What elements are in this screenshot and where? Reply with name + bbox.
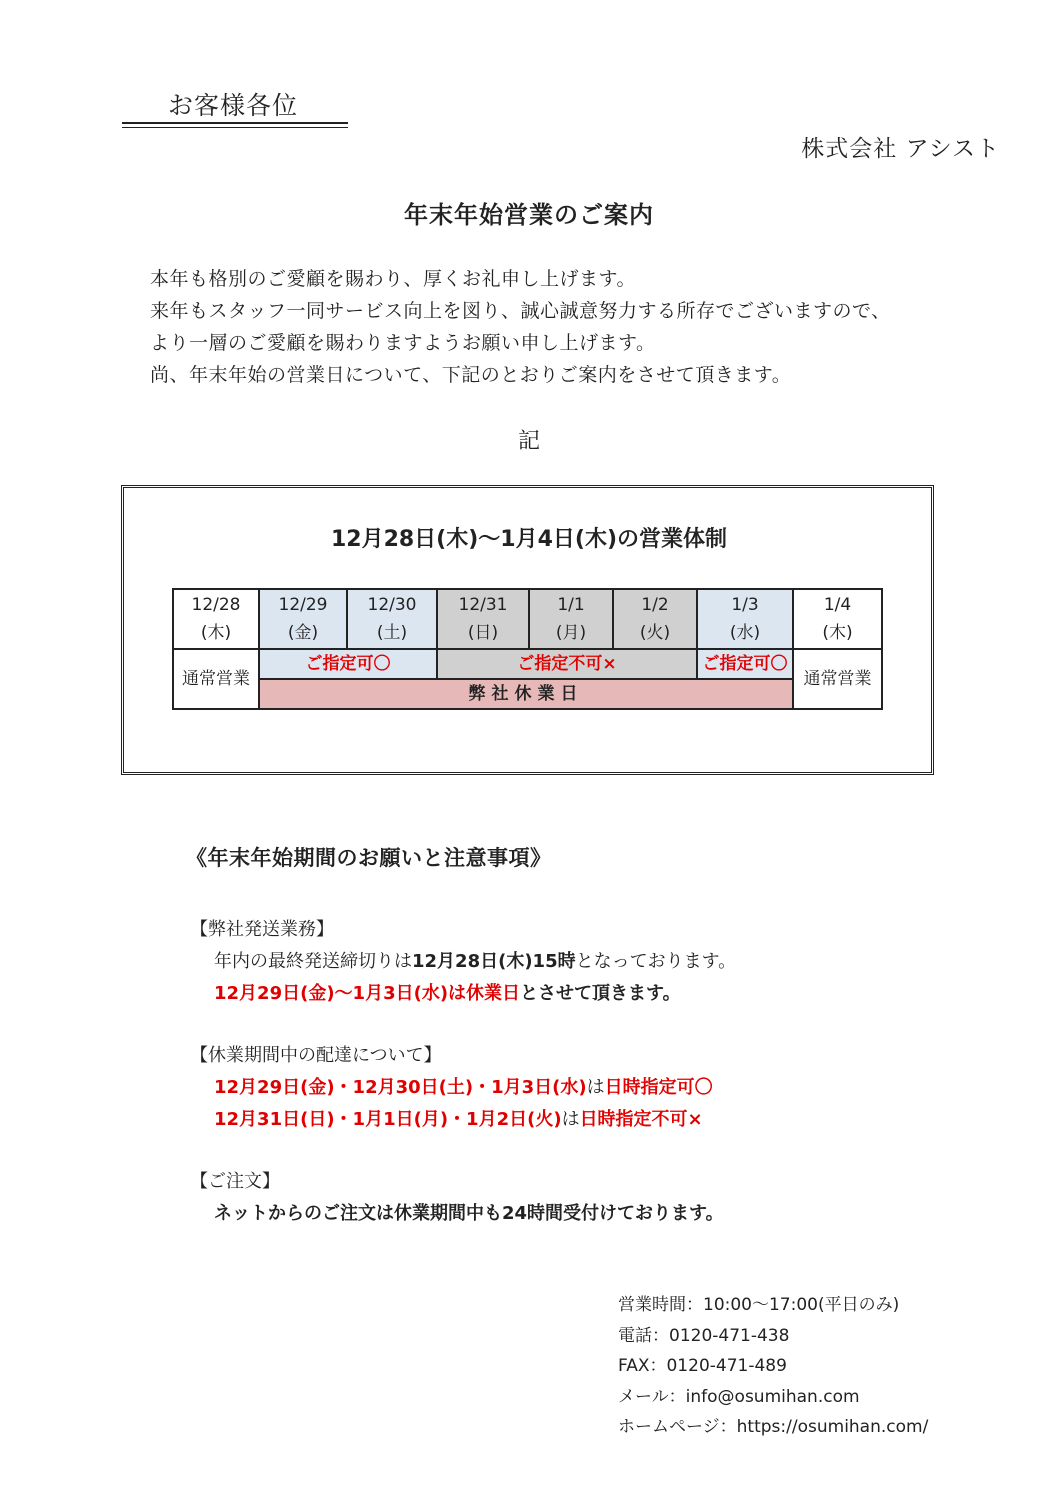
date-cell	[173, 589, 259, 649]
page-title: 年末年始営業のご案内	[404, 201, 654, 229]
delivery-available-cell: ご指定可〇	[697, 649, 793, 679]
schedule-table	[172, 588, 883, 710]
homepage-url: ホームページ：https://osumihan.com/	[618, 1417, 929, 1437]
delivery-section	[190, 1040, 713, 1136]
company-name: 株式会社 アシスト	[801, 136, 1000, 162]
addressee-underline-thin	[122, 127, 348, 128]
schedule-title: 12月28日(木)～1月4日(木)の営業体制	[330, 527, 728, 552]
normal-business-cell: 通常営業	[173, 649, 259, 709]
delivery-text: は	[586, 1077, 605, 1098]
delivery-unavailable-cell: ご指定不可×	[437, 649, 697, 679]
delivery-text: は	[561, 1109, 580, 1130]
date-cell	[793, 589, 882, 649]
greeting-line: より一層のご愛顧を賜わりますようお願い申し上げます。	[150, 332, 656, 354]
shipping-text: となっております。	[575, 951, 737, 972]
date-cell	[347, 589, 437, 649]
date: 12/29	[278, 595, 328, 615]
weekday: (月)	[555, 623, 587, 643]
email-address: メール：info@osumihan.com	[618, 1386, 860, 1407]
normal-business-cell: 通常営業	[793, 649, 882, 709]
weekday: (日)	[467, 623, 499, 643]
delivery-available-cell: ご指定可〇	[259, 649, 437, 679]
weekday: (木)	[822, 623, 853, 643]
date-cell	[697, 589, 793, 649]
date: 1/4	[823, 595, 852, 615]
weekday: (水)	[729, 623, 761, 643]
phone-number: 電話：0120-471-438	[618, 1325, 790, 1346]
delivery-line	[190, 1104, 713, 1136]
weekday: (木)	[200, 623, 232, 643]
greeting-line: 本年も格別のご愛顧を賜わり、厚くお礼申し上げます。	[150, 268, 636, 290]
weekday: (金)	[287, 623, 319, 643]
shipping-text: 年内の最終発送締切りは	[214, 951, 412, 972]
date-cell	[613, 589, 697, 649]
date: 1/2	[641, 595, 669, 615]
shipping-section	[190, 914, 736, 1010]
shipping-line	[190, 946, 736, 978]
fax-number: FAX：0120-471-489	[618, 1356, 787, 1376]
delivery-status: 日時指定不可×	[579, 1109, 703, 1130]
date-cell	[259, 589, 347, 649]
greeting-line: 来年もスタッフ一同サービス向上を図り、誠心誠意努力する所存でございますので、	[150, 300, 891, 322]
notes-heading: 《年末年始期間のお願いと注意事項》	[186, 846, 552, 870]
date: 1/1	[557, 595, 585, 615]
greeting-paragraph	[150, 263, 891, 391]
weekday: (火)	[639, 623, 671, 643]
contact-block	[618, 1290, 928, 1443]
date-cell	[437, 589, 529, 649]
business-hours: 営業時間：10:00～17:00(平日のみ)	[618, 1295, 900, 1315]
delivery-status: 日時指定可〇	[604, 1077, 713, 1098]
date: 12/31	[458, 595, 508, 615]
delivery-dates: 12月29日(金)・12月30日(土)・1月3日(水)	[214, 1077, 587, 1098]
date: 12/28	[191, 595, 241, 615]
delivery-heading: 【休業期間中の配達について】	[190, 1045, 442, 1066]
date-cell	[529, 589, 613, 649]
delivery-dates: 12月31日(日)・1月1日(月)・1月2日(火)	[214, 1109, 562, 1130]
shipping-heading: 【弊社発送業務】	[190, 919, 334, 940]
addressee-underline	[122, 122, 348, 124]
addressee: お客様各位	[168, 91, 299, 120]
holiday-cell: 弊社休業日	[259, 679, 793, 709]
delivery-line	[190, 1072, 713, 1104]
weekday: (土)	[376, 623, 408, 643]
shipping-deadline: 12月28日(木)15時	[412, 951, 576, 972]
order-heading: 【ご注文】	[190, 1171, 280, 1192]
greeting-line: 尚、年末年始の営業日について、下記のとおりご案内をさせて頂きます。	[150, 364, 792, 386]
order-section	[190, 1166, 724, 1230]
date: 12/30	[367, 595, 417, 615]
holiday-period: 12月29日(金)～1月3日(水)は休業日	[214, 983, 521, 1004]
ki-mark: 記	[517, 429, 540, 454]
shipping-text: とさせて頂きます。	[520, 983, 681, 1004]
order-line: ネットからのご注文は休業期間中も24時間受付けております。	[214, 1203, 724, 1224]
date: 1/3	[731, 595, 759, 615]
shipping-line	[190, 978, 736, 1010]
